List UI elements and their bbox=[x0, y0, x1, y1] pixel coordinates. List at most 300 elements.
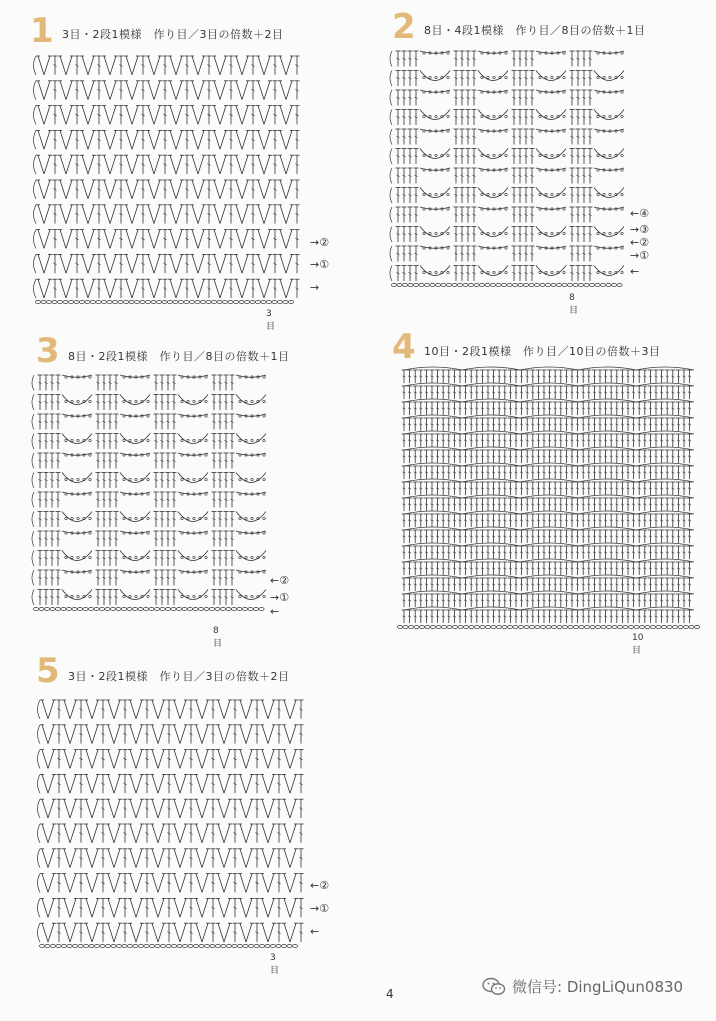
stitch-mark bbox=[594, 266, 624, 276]
stitch-mark bbox=[286, 180, 292, 199]
stitch-mark bbox=[104, 180, 110, 199]
stitch-mark bbox=[429, 115, 431, 117]
stitch-mark bbox=[429, 154, 431, 156]
stitch-mark bbox=[636, 415, 694, 418]
stitch-mark bbox=[66, 106, 72, 125]
stitch-mark bbox=[491, 626, 496, 629]
stitch-mark bbox=[263, 454, 265, 456]
stitch-mark bbox=[505, 52, 507, 54]
stitch-mark bbox=[176, 155, 182, 174]
stitch-mark bbox=[563, 130, 565, 132]
stitch-mark bbox=[264, 230, 270, 249]
stitch-mark bbox=[435, 193, 437, 195]
stitch-mark bbox=[505, 115, 507, 117]
stitch-mark bbox=[39, 608, 44, 611]
stitch-mark bbox=[694, 626, 699, 629]
stitch-mark bbox=[148, 279, 154, 298]
stitch-mark bbox=[501, 284, 506, 287]
stitch-mark bbox=[198, 130, 204, 149]
stitch-mark bbox=[493, 193, 495, 195]
stitch-mark bbox=[594, 188, 624, 198]
stitch-mark bbox=[603, 271, 605, 273]
stitch-mark bbox=[147, 439, 149, 441]
stitch-mark bbox=[101, 301, 106, 304]
stitch-mark bbox=[154, 279, 160, 298]
stitch-mark bbox=[462, 479, 520, 482]
stitch-mark bbox=[594, 149, 624, 159]
stitch-mark bbox=[584, 626, 589, 629]
stitch-mark bbox=[192, 130, 198, 149]
stitch-mark bbox=[205, 571, 207, 573]
stitch-mark bbox=[404, 463, 462, 466]
stitch-mark bbox=[193, 595, 195, 597]
stitch-mark bbox=[505, 193, 507, 195]
stitch-mark bbox=[636, 511, 694, 514]
stitch-mark bbox=[597, 193, 599, 195]
stitch-mark bbox=[487, 76, 489, 78]
stitch-mark bbox=[126, 56, 132, 75]
stitch-mark bbox=[609, 193, 611, 195]
stitch-mark bbox=[181, 556, 183, 558]
stitch-mark bbox=[214, 279, 220, 298]
stitch-mark bbox=[32, 512, 34, 528]
stitch-mark bbox=[636, 575, 694, 578]
stitch-mark bbox=[83, 608, 88, 611]
stitch-mark bbox=[578, 284, 583, 287]
stitch-mark bbox=[563, 169, 565, 171]
stitch-mark bbox=[551, 115, 553, 117]
pattern-number: 2 bbox=[392, 7, 416, 47]
stitch-mark bbox=[61, 608, 66, 611]
stitch-mark bbox=[441, 626, 446, 629]
stitch-mark bbox=[132, 230, 138, 249]
stitch-mark bbox=[286, 205, 292, 224]
stitch-mark bbox=[187, 556, 189, 558]
stitch-mark bbox=[258, 254, 264, 273]
stitch-mark bbox=[563, 52, 565, 54]
stitch-mark bbox=[193, 608, 198, 611]
stitch-mark bbox=[458, 626, 463, 629]
stitch-mark bbox=[96, 301, 101, 304]
stitch-mark bbox=[123, 595, 125, 597]
stitch-mark bbox=[520, 575, 578, 578]
stitch-mark bbox=[404, 447, 462, 450]
stitch-mark bbox=[44, 230, 50, 249]
stitch-mark bbox=[621, 154, 623, 156]
stitch-mark bbox=[170, 81, 176, 100]
stitch-mark bbox=[126, 279, 132, 298]
stitch-mark bbox=[62, 590, 92, 600]
stitch-mark bbox=[481, 271, 483, 273]
stitch-mark bbox=[147, 415, 149, 417]
stitch-mark bbox=[71, 439, 73, 441]
stitch-mark bbox=[193, 478, 195, 480]
stitch-mark bbox=[66, 230, 72, 249]
stitch-mark bbox=[85, 301, 90, 304]
stitch-mark bbox=[148, 254, 154, 273]
stitch-mark bbox=[264, 130, 270, 149]
row-marker: ←② bbox=[270, 574, 290, 587]
stitch-mark bbox=[198, 56, 204, 75]
stitch-mark bbox=[147, 517, 149, 519]
stitch-mark bbox=[38, 279, 44, 298]
stitch-mark bbox=[283, 301, 288, 304]
stitch-mark bbox=[60, 254, 66, 273]
stitch-mark bbox=[404, 607, 462, 610]
stitch-mark bbox=[171, 608, 176, 611]
stitch-mark bbox=[239, 556, 241, 558]
stitch-mark bbox=[258, 56, 264, 75]
stitch-mark bbox=[44, 56, 50, 75]
stitch-mark bbox=[89, 400, 91, 402]
stitch-mark bbox=[242, 230, 248, 249]
stitch-mark bbox=[245, 595, 247, 597]
stitch-mark bbox=[595, 284, 600, 287]
stitch-mark bbox=[147, 376, 149, 378]
stitch-mark bbox=[563, 232, 565, 234]
stitch-mark bbox=[242, 608, 247, 611]
stitch-mark bbox=[205, 376, 207, 378]
stitch-mark bbox=[539, 154, 541, 156]
stitch-mark bbox=[120, 512, 150, 522]
stitch-mark bbox=[154, 155, 160, 174]
stitch-mark bbox=[147, 478, 149, 480]
stitch-mark bbox=[656, 626, 661, 629]
stitch-mark bbox=[178, 512, 208, 522]
stitch-mark bbox=[463, 626, 468, 629]
stitch-mark bbox=[245, 400, 247, 402]
stitch-mark bbox=[606, 626, 611, 629]
stitch-mark bbox=[170, 106, 176, 125]
stitch-mark bbox=[50, 608, 55, 611]
stitch-mark bbox=[391, 284, 396, 287]
stitch-mark bbox=[237, 608, 242, 611]
stitch-mark bbox=[205, 415, 207, 417]
stitch-mark bbox=[88, 106, 94, 125]
stitch-mark bbox=[89, 556, 91, 558]
stitch-mark bbox=[286, 81, 292, 100]
stitch-mark bbox=[222, 301, 227, 304]
stitch-mark bbox=[132, 180, 138, 199]
stitch-mark bbox=[518, 284, 523, 287]
stitch-mark bbox=[104, 205, 110, 224]
stitch-mark bbox=[639, 626, 644, 629]
stitch-mark bbox=[609, 76, 611, 78]
stitch-mark bbox=[154, 608, 159, 611]
stitch-mark bbox=[147, 571, 149, 573]
stitch-mark bbox=[462, 559, 520, 562]
stitch-mark bbox=[258, 205, 264, 224]
repeat-label: 8目 bbox=[213, 626, 223, 649]
stitch-mark bbox=[170, 205, 176, 224]
stitch-mark bbox=[493, 154, 495, 156]
stitch-mark bbox=[32, 395, 34, 411]
stitch-mark bbox=[286, 130, 292, 149]
stitch-mark bbox=[468, 284, 473, 287]
stitch-mark bbox=[536, 110, 566, 120]
stitch-mark bbox=[62, 512, 92, 522]
stitch-mark bbox=[264, 180, 270, 199]
stitch-mark bbox=[578, 495, 636, 498]
stitch-mark bbox=[214, 106, 220, 125]
stitch-mark bbox=[82, 130, 88, 149]
stitch-mark bbox=[82, 279, 88, 298]
stitch-mark bbox=[424, 284, 429, 287]
stitch-mark bbox=[110, 180, 116, 199]
stitch-mark bbox=[263, 439, 265, 441]
stitch-mark bbox=[181, 517, 183, 519]
stitch-mark bbox=[34, 106, 37, 125]
stitch-mark bbox=[120, 434, 150, 444]
stitch-mark bbox=[214, 130, 220, 149]
stitch-mark bbox=[520, 543, 578, 546]
stitch-mark bbox=[206, 301, 211, 304]
stitch-mark bbox=[89, 571, 91, 573]
stitch-mark bbox=[135, 478, 137, 480]
stitch-mark bbox=[251, 517, 253, 519]
stitch-mark bbox=[57, 301, 62, 304]
stitch-mark bbox=[32, 434, 34, 450]
stitch-mark bbox=[507, 626, 512, 629]
stitch-mark bbox=[636, 543, 694, 546]
row-marker: →① bbox=[270, 591, 290, 604]
stitch-mark bbox=[480, 626, 485, 629]
stitch-mark bbox=[72, 608, 77, 611]
stitch-mark bbox=[420, 110, 450, 120]
stitch-mark bbox=[447, 130, 449, 132]
stitch-mark bbox=[556, 284, 561, 287]
stitch-mark bbox=[244, 301, 249, 304]
stitch-mark bbox=[82, 205, 88, 224]
stitch-mark bbox=[220, 130, 226, 149]
stitch-mark bbox=[187, 478, 189, 480]
stitch-mark bbox=[236, 130, 242, 149]
stitch-mark bbox=[390, 90, 392, 106]
stitch-mark bbox=[404, 559, 462, 562]
stitch-mark bbox=[187, 608, 192, 611]
stitch-mark bbox=[88, 254, 94, 273]
stitch-mark bbox=[457, 284, 462, 287]
stitch-mark bbox=[38, 56, 44, 75]
stitch-mark bbox=[148, 56, 154, 75]
stitch-mark bbox=[198, 205, 204, 224]
stitch-mark bbox=[82, 254, 88, 273]
stitch-mark bbox=[245, 517, 247, 519]
stitch-mark bbox=[151, 301, 156, 304]
stitch-mark bbox=[505, 130, 507, 132]
stitch-mark bbox=[148, 230, 154, 249]
stitch-mark bbox=[429, 76, 431, 78]
stitch-mark bbox=[286, 106, 292, 125]
stitch-mark bbox=[263, 595, 265, 597]
stitch-mark bbox=[77, 556, 79, 558]
stitch-mark bbox=[193, 556, 195, 558]
stitch-mark bbox=[258, 279, 264, 298]
stitch-mark bbox=[263, 493, 265, 495]
stitch-mark bbox=[44, 608, 49, 611]
stitch-mark bbox=[132, 205, 138, 224]
stitch-mark bbox=[404, 495, 462, 498]
stitch-mark bbox=[192, 56, 198, 75]
stitch-mark bbox=[211, 301, 216, 304]
stitch-mark bbox=[481, 232, 483, 234]
stitch-mark bbox=[38, 205, 44, 224]
stitch-mark bbox=[481, 154, 483, 156]
stitch-mark bbox=[505, 247, 507, 249]
stitch-mark bbox=[478, 71, 508, 81]
stitch-mark bbox=[447, 115, 449, 117]
stitch-mark bbox=[263, 376, 265, 378]
stitch-mark bbox=[251, 595, 253, 597]
stitch-mark bbox=[132, 106, 138, 125]
stitch-mark bbox=[397, 284, 402, 287]
stitch-mark bbox=[82, 180, 88, 199]
stitch-mark bbox=[88, 81, 94, 100]
stitch-mark bbox=[423, 193, 425, 195]
pattern-title: 3目・2段1模様 作り目／3目の倍数＋2目 bbox=[62, 28, 284, 41]
stitch-mark bbox=[220, 254, 226, 273]
stitch-mark bbox=[89, 478, 91, 480]
stitch-mark bbox=[110, 279, 116, 298]
stitch-mark bbox=[496, 284, 501, 287]
stitch-mark bbox=[52, 301, 57, 304]
stitch-mark bbox=[536, 227, 566, 237]
stitch-mark bbox=[239, 595, 241, 597]
stitch-mark bbox=[261, 301, 266, 304]
stitch-mark bbox=[160, 608, 165, 611]
stitch-mark bbox=[112, 301, 117, 304]
stitch-mark bbox=[192, 106, 198, 125]
stitch-mark bbox=[65, 556, 67, 558]
stitch-mark bbox=[621, 247, 623, 249]
stitch-mark bbox=[251, 439, 253, 441]
stitch-mark bbox=[32, 492, 34, 508]
stitch-mark bbox=[390, 149, 392, 165]
stitch-mark bbox=[181, 439, 183, 441]
stitch-mark bbox=[107, 301, 112, 304]
stitch-mark bbox=[192, 180, 198, 199]
stitch-mark bbox=[116, 608, 121, 611]
stitch-mark bbox=[551, 626, 556, 629]
stitch-mark bbox=[474, 284, 479, 287]
stitch-mark bbox=[220, 155, 226, 174]
stitch-mark bbox=[129, 595, 131, 597]
stitch-mark bbox=[126, 230, 132, 249]
stitch-mark bbox=[493, 271, 495, 273]
stitch-mark bbox=[46, 301, 51, 304]
chart-svg bbox=[30, 46, 302, 308]
stitch-mark bbox=[551, 284, 556, 287]
stitch-mark bbox=[474, 626, 479, 629]
stitch-mark bbox=[126, 81, 132, 100]
crochet-chart bbox=[30, 46, 302, 308]
stitch-mark bbox=[390, 227, 392, 243]
stitch-mark bbox=[634, 626, 639, 629]
stitch-mark bbox=[603, 154, 605, 156]
stitch-mark bbox=[132, 56, 138, 75]
stitch-mark bbox=[264, 205, 270, 224]
stitch-mark bbox=[154, 180, 160, 199]
stitch-mark bbox=[603, 193, 605, 195]
stitch-mark bbox=[595, 626, 600, 629]
stitch-mark bbox=[242, 155, 248, 174]
stitch-mark bbox=[408, 626, 413, 629]
stitch-mark bbox=[603, 76, 605, 78]
stitch-mark bbox=[523, 284, 528, 287]
stitch-mark bbox=[546, 626, 551, 629]
stitch-mark bbox=[578, 607, 636, 610]
stitch-mark bbox=[89, 517, 91, 519]
stitch-mark bbox=[149, 608, 154, 611]
stitch-mark bbox=[173, 301, 178, 304]
stitch-mark bbox=[236, 81, 242, 100]
stitch-mark bbox=[520, 431, 578, 434]
stitch-mark bbox=[198, 155, 204, 174]
stitch-mark bbox=[126, 130, 132, 149]
stitch-mark bbox=[636, 591, 694, 594]
stitch-mark bbox=[129, 478, 131, 480]
stitch-mark bbox=[205, 517, 207, 519]
stitch-mark bbox=[71, 400, 73, 402]
stitch-mark bbox=[435, 154, 437, 156]
stitch-mark bbox=[420, 149, 450, 159]
stitch-mark bbox=[557, 626, 562, 629]
stitch-mark bbox=[609, 232, 611, 234]
stitch-mark bbox=[89, 454, 91, 456]
stitch-mark bbox=[236, 56, 242, 75]
stitch-mark bbox=[66, 180, 72, 199]
stitch-mark bbox=[132, 254, 138, 273]
stitch-mark bbox=[245, 439, 247, 441]
stitch-mark bbox=[390, 110, 392, 126]
stitch-mark bbox=[562, 626, 567, 629]
stitch-mark bbox=[178, 301, 183, 304]
stitch-mark bbox=[198, 180, 204, 199]
stitch-mark bbox=[89, 439, 91, 441]
stitch-mark bbox=[66, 254, 72, 273]
stitch-mark bbox=[182, 608, 187, 611]
stitch-mark bbox=[123, 301, 128, 304]
stitch-mark bbox=[597, 115, 599, 117]
stitch-mark bbox=[469, 626, 474, 629]
row-marker: → bbox=[310, 281, 320, 294]
stitch-mark bbox=[66, 279, 72, 298]
stitch-mark bbox=[77, 400, 79, 402]
stitch-mark bbox=[62, 395, 92, 405]
stitch-mark bbox=[578, 527, 636, 530]
stitch-mark bbox=[187, 595, 189, 597]
stitch-mark bbox=[236, 205, 242, 224]
stitch-mark bbox=[220, 230, 226, 249]
stitch-mark bbox=[487, 115, 489, 117]
stitch-mark bbox=[65, 595, 67, 597]
stitch-mark bbox=[242, 180, 248, 199]
stitch-mark bbox=[251, 478, 253, 480]
stitch-mark bbox=[148, 106, 154, 125]
crochet-chart bbox=[394, 364, 704, 632]
stitch-mark bbox=[578, 559, 636, 562]
stitch-mark bbox=[120, 473, 150, 483]
stitch-mark bbox=[578, 415, 636, 418]
stitch-mark bbox=[181, 400, 183, 402]
stitch-mark bbox=[520, 511, 578, 514]
stitch-mark bbox=[132, 81, 138, 100]
stitch-mark bbox=[192, 81, 198, 100]
stitch-mark bbox=[32, 375, 34, 391]
stitch-mark bbox=[236, 279, 242, 298]
stitch-mark bbox=[129, 517, 131, 519]
stitch-mark bbox=[44, 180, 50, 199]
